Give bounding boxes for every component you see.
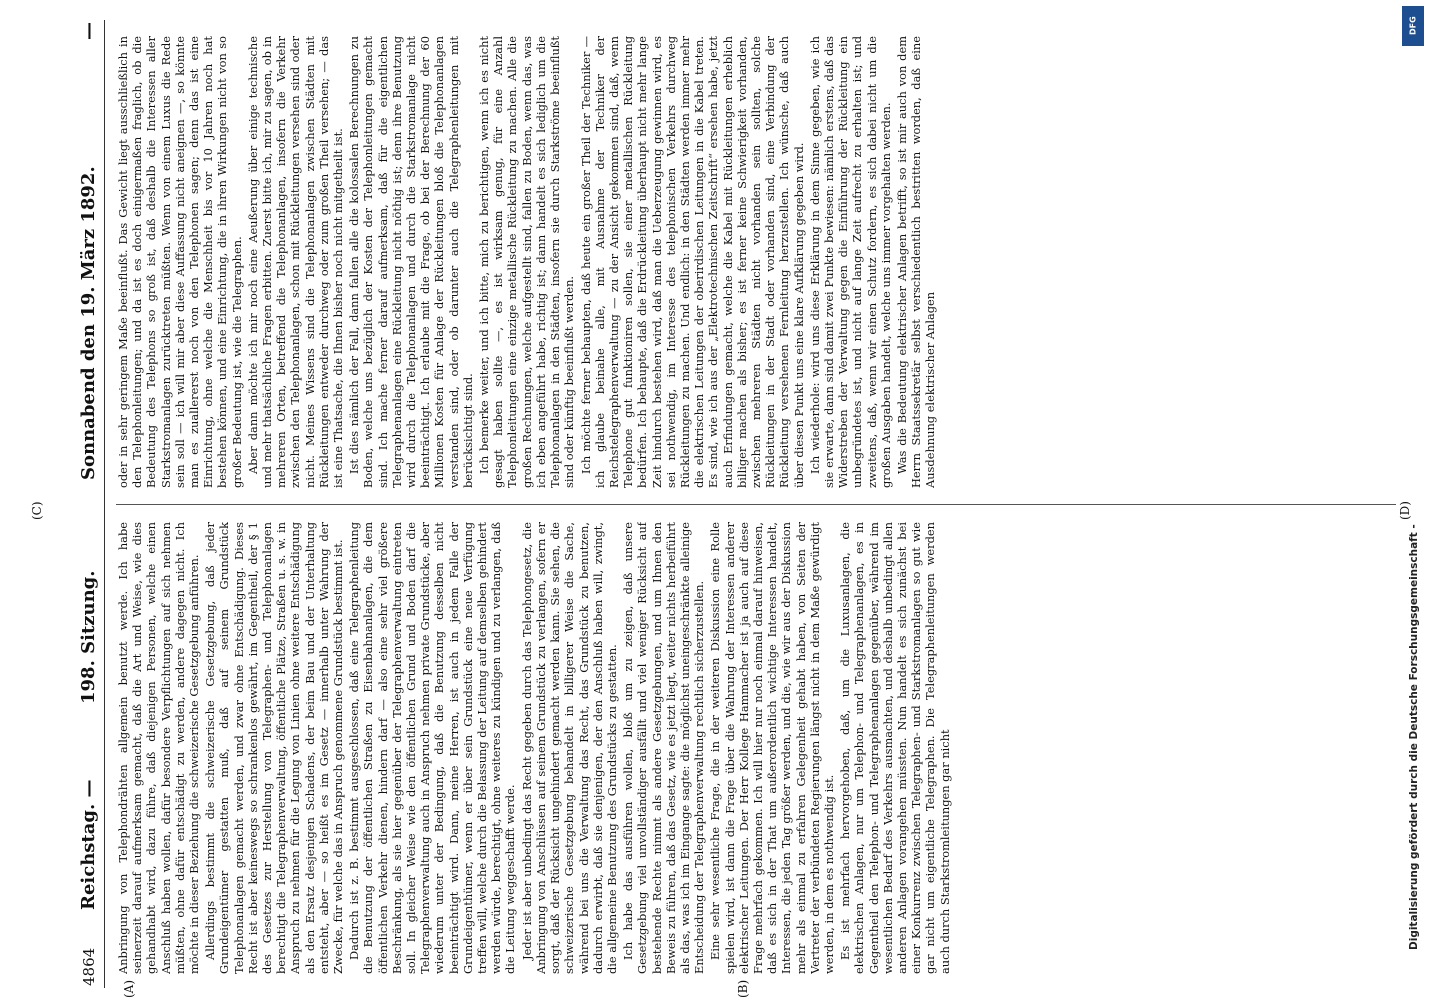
paragraph: Ich wiederhole: wird uns diese Erklärung in dem Sinne gegeben, wie ich sie erwarte, dann sind damit zwei Punkte bewiesen: nämlich erstens, daß das Widerstreben der Verwaltung gegen die Einführung der Rückleitung ein unbegründetes ist, und nicht auf lange Zeit aufrecht zu erhalten ist; und zweitens, daß, wenn wir einen Schutz fordern, es sich dabei nicht um die großen Ausgaben handelt, welche uns immer vorgehalten werden. [807, 36, 893, 488]
column-divider [116, 504, 1396, 505]
paragraph: Es ist mehrfach hervorgehoben, daß, um die Luxusanlagen, die elektrischen Anlagen, nur um Telephon- und Telegraphenanlagen, es in Gegentheil den Telephon- und Telegraphenanlagen gegenüber, während im wesentlichen Bedarf des Verkehrs ausmachten, und deshalb unbedingt allen anderen Anlagen vorangehen müssten. Nun handelt es sich zunächst bei einer Konkurrenz zwischen Telegraphen- und Starkstromanlagen so gut wie gar nicht um eigentliche Telegraphen. Die Telegraphenleitungen werden auch durch Starkstromleitungen gar nicht [838, 522, 952, 974]
header-dash: — [78, 22, 99, 40]
paragraph: Allerdings bestimmt die schweizerische Gesetzgebung, daß jeder Grundeigentümer gestatten muß, daß auf seinem Grundstück Telephonanlagen gemacht werden, und zwar ohne Entschädigung. Dieses Recht ist aber keineswegs so schrankenlos gewährt, im Gegentheil, der § 1 des Gesetzes zur Herstellung von Telegraphen- und Telephonanlagen berechtigt die Telegraphenverwaltung, öffentliche Plätze, Straßen u. s. w. in Anspruch zu nehmen für die Legung von Linien ohne weitere Entschädigung als den Ersatz desjenigen Schadens, der beim Bau und der Unterhaltung entsteht, aber — so heißt es im Gesetz — innerhalb unter Wahrung der Zwecke, für welche das in Anspruch genommene Grundstück bestimmt ist. [203, 522, 346, 974]
margin-marker-b: (B) [736, 979, 750, 998]
header-rule [104, 20, 105, 988]
paragraph: Ich habe das ausführen wollen, bloß um zu zeigen, daß unsere Gesetzgebung viel unvollständiger ausfällt und viel weniger Rücksicht auf bestehende Rechte nimmt als andere Gesetzgebungen, und um Ihnen den Beweis zu führen, daß das Gesetz, wie es jetzt liegt, weiter nichts herbeiführt als das, was ich im Eingange sagte: die möglichst uneingeschränkte alleinige Entscheidung der Telegraphenverwaltung rechtlich sicherzustellen. [621, 522, 707, 974]
paragraph: Was die Bedeutung elektrischer Anlagen betrifft, so ist mir auch von dem Herrn Staatssekretär selbst verschiedentlich bestritten worden, daß eine Ausdehnung elektrischer Anlagen [894, 36, 938, 488]
margin-marker-d: (D) [1398, 501, 1412, 520]
paragraph: Ist dies nämlich der Fall, dann fallen alle die kolossalen Berechnungen zu Boden, welche uns bezüglich der Kosten der Telephonleitungen gemacht sind. Ich mache ferner darauf aufmerksam, daß für die eigentlichen Telegraphenanlagen eine Rückleitung nicht nöthig ist; denn ihre Benutzung wird durch die Telephonanlagen und durch die Starkstromanlage nicht beeinträchtigt. Ich erlaube mit die Frage, ob bei der Berechnung der 60 Millionen Kosten für Anlage der Rückleitungen bloß die Telephonanlagen verstanden sind, oder ob darunter auch die Telegraphenleitungen mit berücksichtigt sind. [347, 36, 475, 488]
margin-marker-a: (A) [122, 979, 136, 998]
left-column [116, 522, 1398, 974]
paragraph: Ich bemerke weiter, und ich bitte, mich zu berichtigen, wenn ich es nicht gesagt haben sollte —, es ist wirksam genug, für eine Anzahl Telephonleitungen eine einzige metallische Rückleitung zu machen. Alle die großen Rechnungen, welche aufgestellt sind, fallen zu Boden, wenn das, was ich eben angeführt habe, richtig ist; dann handelt es sich lediglich um die Telephonanlagen in den Städten, insofern sie durch Starkströme beeinflußt sind oder künftig beeinflußt werden. [477, 36, 577, 488]
page-header [0, 0, 100, 1000]
session-date: Sonnabend den 19. März 1892. [78, 166, 99, 480]
paragraph: Ich möchte ferner behaupten, daß heute ein großer Theil der Techniker — ich glaube beinahe alle, mit Ausnahme der Techniker der Reichstelegraphenverwaltung — zu der Ansicht gekommen sind, daß, wenn Telephone gut funktioniren sollen, sie einer metallischen Rückleitung bedürfen. Ich behaupte, daß die Erdrückleitung überhaupt nicht mehr lange Zeit hindurch bestehen wird, daß man die Ueberzeugung gewinnen wird, es sei nothwendig, im Interesse des telephonischen Verkehrs durchweg Rückleitungen zu machen. Und endlich: in den Städten werden immer mehr die elektrischen Leitungen der oberirdischen Leitungen in die Kabel treten. Es sind, wie ich aus der „Elektrotechnischen Zeitschrift“ ersehen habe, jetzt auch Erfindungen gemacht, welche die Kabel mit Rückleitungen erheblich billiger machen als bisher; es ist ferner keine Schwierigkeit vorhanden, zwischen mehreren Städten nicht vorhanden sein sollten, solche Rückleitungen in der Stadt oder vorhanden sind, eine Verbindung der Rückleitung versehenen Fernleitung herzustellen. Ich wünsche, daß auch über diesen Punkt uns eine klare Aufklärung gegeben wird. [578, 36, 806, 488]
paragraph: Aber dann möchte ich mir noch eine Aeußerung über einige technische und mehr thatsächliche Fragen erbitten. Zuerst bitte ich, mir zu sagen, ob in mehreren Orten, betreffend die Telephonanlagen, insofern die Verkehr zwischen den Telephonanlagen, schon mit Rückleitungen versehen sind oder nicht. Meines Wissens sind die Telephonanlagen zwischen Städten mit Rückleitungen entweder durchweg oder zum großen Theil versehen; — das ist eine Thatsache, die Ihnen bisher noch nicht mitgetheilt ist. [245, 36, 346, 488]
margin-marker-c: (C) [30, 501, 44, 520]
paragraph: Jeder ist aber unbedingt das Recht gegeben durch das Telephongesetz, die Anbringung von Anschlüssen auf seinem Grundstück zu verlangen, sofern er sorgt, daß der Rücksicht ungehindert gemacht werden kann. Sie sehen, die schweizerische Gesetzgebung behandelt in billigerer Weise die Sache, während bei uns die Verwaltung das Recht, das Grundstück zu benutzen, dadurch erwirbt, daß sie denjenigen, der den Anschluß haben will, zwingt, die allgemeine Benutzung des Grundstücks zu gestatten. [519, 522, 619, 974]
digitization-credit: Digitalisierung gefördert durch die Deutsche Forschungsgemeinschaft - [1408, 524, 1420, 950]
session-title: 198. Sitzung. [78, 570, 99, 704]
running-head: Reichstag. — [78, 779, 99, 910]
paragraph: Anbringung von Telephondrähten allgemein benutzt werde. Ich habe seinerzeit darauf aufmerksam gemacht, daß die Art und Weise, wie dies gehandhabt wird, dazu führe, daß diejenigen Personen, welche einen Anschluß haben wollen, dafür besondere Verpflichtungen auf sich nehmen müßten, ohne dafür entschädigt zu werden, andere dagegen nicht. Ich möchte in dieser Beziehung die schweizerische Gesetzgebung anführen. [116, 522, 202, 974]
page-number: 4864 [80, 947, 98, 986]
paragraph: Dadurch ist z. B. bestimmt ausgeschlossen, daß eine Telegraphenleitung die Benutzung der öffentlichen Straßen zu Eisenbahnanlagen, die dem öffentlichen Verkehr dienen, hindern darf — also eine sehr viel größere Beschränkung, als sie hier gegenüber der Telegraphenverwaltung eintreten soll. In gleicher Weise wie den öffentlichen Grund und Boden darf die Telegraphenverwaltung auch in Anspruch nehmen private Grundstücke, aber wiederum unter der Bedingung, daß die Benutzung desselben nicht beeinträchtigt wird. Dann, meine Herren, ist auch in jedem Falle der Grundeigenthümer, wenn er über sein Grundstück eine neue Verfügung treffen will, welche durch die Belassung der Leitung auf demselben gehindert werden würde, berechtigt, ohne weiteres zu kündigen und zu verlangen, daß die Leitung weggeschafft werde. [347, 522, 518, 974]
paragraph: oder in sehr geringem Maße beeinflußt. Das Gewicht liegt ausschließlich in den Telephonleitungen; und da ist es doch einigermaßen fraglich, ob die Bedeutung des Telephons so groß ist, daß deshalb die Interessen aller Starkstromanlagen zurücktreten müßten. Wenn von einem Luxus die Rede sein soll — ich will mir aber diese Auffassung nicht aneignen —, so könnte man es zuallererst noch von den Telephonen sagen; denn das ist eine Einrichtung, ohne welche die Menschheit bis vor 10 Jahren noch hat bestehen können, und eine Einrichtung, die in ihren Wirkungen nicht von so großer Bedeutung ist, wie die Telegraphen. [116, 36, 244, 488]
paragraph: Eine sehr wesentliche Frage, die in der weiteren Diskussion eine Rolle spielen wird, ist dann die Frage über die Wahrung der Interessen anderer elektrischer Leitungen. Der Herr Kollege Hammacher ist ja auch auf diese Frage mehrfach gekommen. Ich will hier nur noch einmal darauf hinweisen, daß es sich in der That um außerordentlich wichtige Interessen handelt, Interessen, die jeden Tag größer werden, und die, wie wir aus der Diskussion mehr als einmal zu erfahren Gelegenheit gehabt haben, von Seiten der Vertreter der verbündeten Regierungen längst nicht in dem Maße gewürdigt werden, in dem es nothwendig ist. [708, 522, 836, 974]
dfg-logo: DFG [1402, 6, 1424, 46]
right-column [116, 36, 1398, 488]
